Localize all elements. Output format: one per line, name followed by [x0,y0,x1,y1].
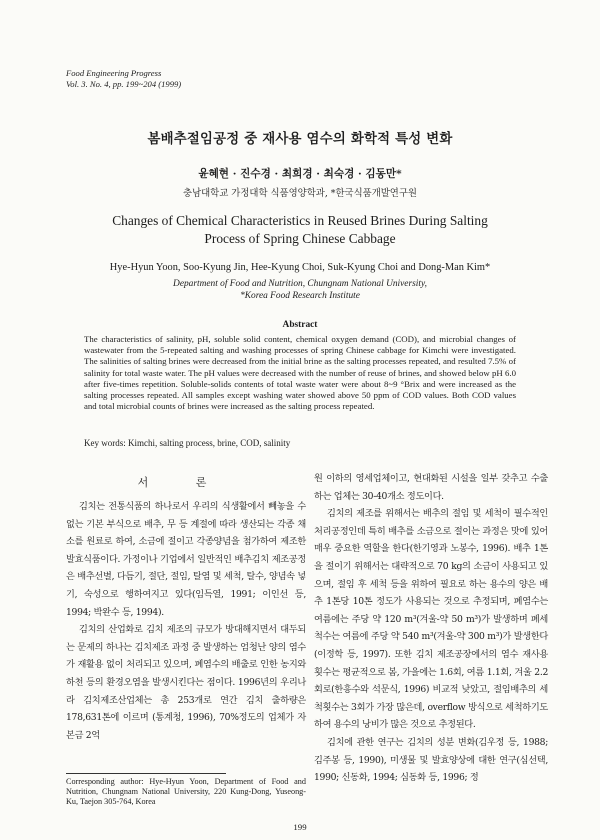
footnote-divider [66,773,226,774]
journal-name: Food Engineering Progress [66,68,162,78]
right-paragraph-2: 김치의 제조를 위해서는 배추의 절임 및 세척이 필수적인 처리공정인데 특히 배추를 소금으로 절이는 과정은 맛에 있어 매우 중요한 역할을 한다(한기영과 노봉수, 1996). 배추 1톤을 절이기 위해서는 대략적으로 70 kg의 소금이 사용되고 있으며, 절임 후 세척 등을 위하여 필요로 하는 용수의 양은 배추 1톤당 10톤 정도가 사용되는 것으로 추정되며, 폐염수는 여름에는 주당 약 120 m³(겨울-약 50 m³)가 발생하며 폐세척수는 여름에 주당 약 540 m³(겨울-약 300 m³)가 발생한다(이정학 등, 1997). 또한 김치 제조공장에서의 염수 재사용 횟수는 평균적으로 봄, 가을에는 1.6회, 여름 1.1회, 겨울 2.2회로(한흥수와 석문식, 1996) 비교적 낮았고, 절임배추의 세척횟수는 3회가 가장 많은데, overflow 방식으로 세척하기도 하여 용수의 낭비가 많은 것으로 추정된다. [314,508,548,731]
left-column [66,498,306,744]
section-heading-introduction: 서 론 [137,476,229,489]
english-affiliation [0,278,600,302]
left-paragraph-2: 김치의 산업화로 김치 제조의 규모가 방대해지면서 대두되는 문제의 하나는 김치제조 과정 중 발생하는 엄청난 양의 염수가 재활용 없이 처리되고 있으며, 폐염수의 배출로 인한 농지와 하천 등의 환경오염을 발생시킨다는 점이다. 1996년의 우리나라 김치제조산업체는 총 253개로 연간 김치 출하량은 178,631톤에 이르며 (통계청, 1996), 70%정도의 업체가 자본금 2억 [66,624,306,741]
corresponding-author-footnote: Corresponding author: Hye-Hyun Yoon, Department of Food and Nutrition, Chungnam National University, 220 Kung-Dong, Yuseong-Ku, Taejon 305-764, Korea [66,777,306,806]
page-number: 199 [293,822,307,832]
korean-title: 봄배추절임공정 중 재사용 염수의 화학적 특성 변화 [147,132,453,147]
journal-issue: Vol. 3. No. 4, pp. 199~204 (1999) [66,79,182,89]
english-affiliation-line-2: *Korea Food Research Institute [240,291,360,301]
abstract-text: The characteristics of salinity, pH, soluble solid content, chemical oxygen demand (COD), and microbial changes of wastewater from the 5-repeated salting and washing processes of spring Chinese cabbage for Kimchi were investigated. The salinities of salting brines were decreased from the initial brine as the salting processes repeated, and resulted 7.5% of salinity for total waste water. The pH values were decreased with the number of reuse of brines, and showed below pH 6.0 after five-times repetition. Soluble-solids contents of total waste water were about 8~9 °Brix and were increased as the salting processes repeated. All samples except washing water showed above 50 ppm of COD values. Both COD values and total microbial counts of brines were increased as the salting process repeated. [84,334,516,412]
right-paragraph-1: 원 이하의 영세업체이고, 현대화된 시설을 일부 갖추고 수출하는 업체는 30-40개소 정도이다. [314,473,548,502]
right-paragraph-3: 김치에 관한 연구는 김치의 성분 변화(김우정 등, 1988; 김주봉 등, 1990), 미생물 및 발효양상에 대한 연구(심선택, 1990; 신동화, 1994; 심동화 등, 1996; 정 [314,736,548,784]
right-column [314,470,548,787]
korean-affiliation: 충남대학교 가정대학 식품영양학과, *한국식품개발연구원 [183,188,417,199]
korean-authors: 윤혜현 · 진수경 · 최희경 · 최숙경 · 김동만* [198,168,402,180]
english-authors: Hye-Hyun Yoon, Soo-Kyung Jin, Hee-Kyung Choi, Suk-Kyung Choi and Dong-Man Kim* [109,262,491,273]
english-title [0,212,600,248]
english-title-line-1: Changes of Chemical Characteristics in Reused Brines During Salting [112,213,488,228]
keywords: Key words: Kimchi, salting process, brine, COD, salinity [84,438,291,448]
english-title-line-2: Process of Spring Chinese Cabbage [204,231,396,246]
abstract-heading: Abstract [282,320,318,330]
english-affiliation-line-1: Department of Food and Nutrition, Chungnam National University, [173,279,427,289]
journal-info [66,68,181,90]
abstract-body [84,334,516,412]
left-paragraph-1: 김치는 전통식품의 하나로서 우리의 식생활에서 빼놓을 수 없는 기본 부식으로 배추, 무 등 계절에 따라 생산되는 각종 채소를 원료로 하여, 소금에 절이고 각종양념을 첨가하여 제조한 발효식품이다. 가정이나 기업에서 일반적인 배추김치 제조공정은 배추선별, 다듬기, 절단, 절임, 탈염 및 세척, 탈수, 양념속 넣기, 숙성으로 행하여지고 있다(임득열, 1991; 이인선 등, 1994; 박완수 등, 1994). [66,501,306,618]
